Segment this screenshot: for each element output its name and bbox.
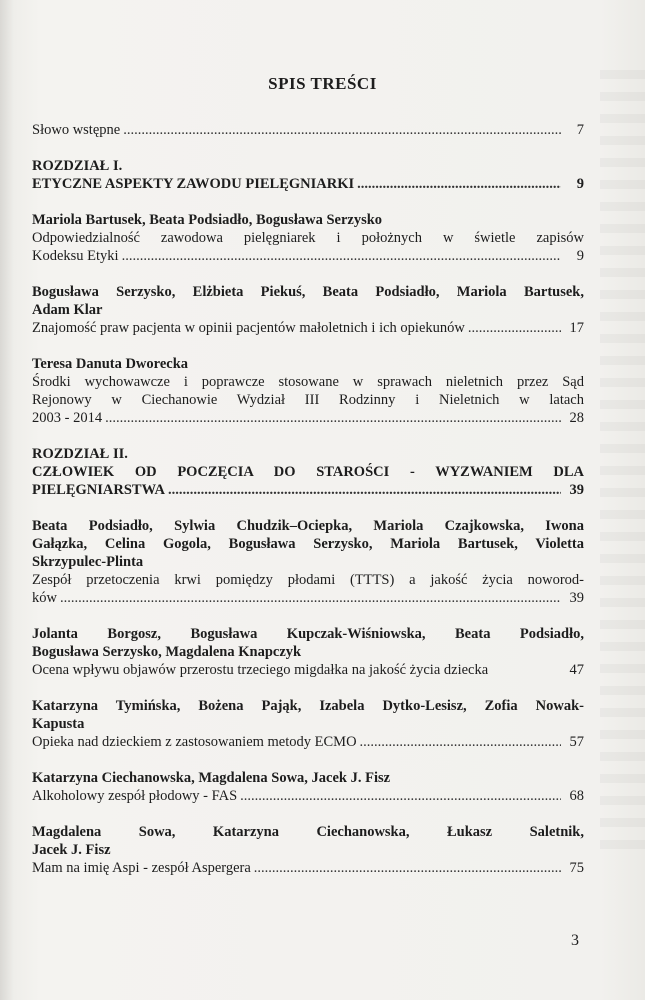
toc-line bbox=[32, 589, 584, 607]
entry-title: Opieka nad dzieckiem z zastosowaniem metody ECMO bbox=[32, 734, 357, 750]
table-of-contents bbox=[32, 121, 584, 895]
entry-title-line: Rejonowy w Ciechanowie Wydział III Rodzinny i Nieletnich w latach bbox=[32, 392, 584, 408]
dot-leader bbox=[468, 319, 561, 337]
toc-line bbox=[32, 175, 584, 193]
entry-page-number: 7 bbox=[576, 122, 584, 138]
entry-authors: Mariola Bartusek, Beata Podsiadło, Bogusława Serzysko bbox=[32, 212, 383, 228]
toc-entry bbox=[32, 697, 584, 751]
entry-title: Mam na imię Aspi - zespół Aspergera bbox=[32, 860, 251, 876]
entry-page-number: 68 bbox=[569, 788, 584, 804]
entry-authors: Katarzyna Ciechanowska, Magdalena Sowa, Jacek J. Fisz bbox=[32, 770, 391, 786]
toc-line bbox=[32, 481, 584, 499]
entry-authors: Jolanta Borgosz, Bogusława Kupczak-Wiśniowska, Beata Podsiadło, bbox=[32, 626, 584, 642]
entry-title: Ocena wpływu objawów przerostu trzeciego migdałka na jakość życia dziecka bbox=[32, 662, 489, 678]
entry-title: ków bbox=[32, 590, 57, 606]
toc-line bbox=[32, 121, 584, 139]
entry-page-number: 39 bbox=[569, 482, 584, 498]
dot-leader bbox=[357, 175, 561, 193]
chapter-heading: ROZDZIAŁ I. bbox=[32, 158, 123, 174]
show-through bbox=[600, 70, 645, 850]
entry-authors: Kapusta bbox=[32, 716, 85, 732]
entry-authors: Katarzyna Tymińska, Bożena Pająk, Izabela Dytko-Lesisz, Zofia Nowak- bbox=[32, 698, 584, 714]
entry-page-number: 17 bbox=[569, 320, 584, 336]
entry-authors: Bogusława Serzysko, Magdalena Knapczyk bbox=[32, 644, 302, 660]
entry-page-number: 28 bbox=[569, 410, 584, 426]
toc-line bbox=[32, 247, 584, 265]
entry-page-number: 9 bbox=[576, 176, 584, 192]
dot-leader bbox=[123, 121, 561, 139]
toc-entry bbox=[32, 769, 584, 805]
toc-line bbox=[32, 787, 584, 805]
dot-leader bbox=[105, 409, 561, 427]
entry-page-number: 75 bbox=[569, 860, 584, 876]
entry-page-number: 47 bbox=[569, 662, 584, 678]
entry-title: 2003 - 2014 bbox=[32, 410, 103, 426]
entry-title: Alkoholowy zespół płodowy - FAS bbox=[32, 788, 238, 804]
toc-entry bbox=[32, 517, 584, 607]
entry-title: PIELĘGNIARSTWA bbox=[32, 482, 165, 498]
toc-entry bbox=[32, 157, 584, 193]
entry-authors: Gałązka, Celina Gogola, Bogusława Serzysko, Mariola Bartusek, Violetta bbox=[32, 536, 584, 552]
entry-title: Kodeksu Etyki bbox=[32, 248, 119, 264]
entry-title: Znajomość praw pacjenta w opinii pacjentów małoletnich i ich opiekunów bbox=[32, 320, 465, 336]
dot-leader bbox=[122, 247, 561, 265]
toc-line bbox=[32, 409, 584, 427]
page-title: SPIS TREŚCI bbox=[268, 74, 377, 93]
dot-leader bbox=[168, 481, 561, 499]
chapter-title-line: CZŁOWIEK OD POCZĘCIA DO STAROŚCI - WYZWANIEM DLA bbox=[32, 464, 584, 480]
entry-page-number: 9 bbox=[576, 248, 584, 264]
dot-leader bbox=[60, 589, 561, 607]
entry-title-line: Środki wychowawcze i poprawcze stosowane w sprawach nieletnich przez Sąd bbox=[32, 374, 584, 390]
toc-entry bbox=[32, 283, 584, 337]
toc-entry bbox=[32, 211, 584, 265]
toc-entry bbox=[32, 121, 584, 139]
entry-title-line: Odpowiedzialność zawodowa pielęgniarek i położnych w świetle zapisów bbox=[32, 230, 584, 246]
toc-line bbox=[32, 661, 584, 679]
entry-authors: Magdalena Sowa, Katarzyna Ciechanowska, Łukasz Saletnik, bbox=[32, 824, 584, 840]
toc-line bbox=[32, 733, 584, 751]
entry-authors: Skrzypulec-Plinta bbox=[32, 554, 144, 570]
toc-entry bbox=[32, 355, 584, 427]
entry-page-number: 39 bbox=[569, 590, 584, 606]
toc-line bbox=[32, 859, 584, 877]
toc-entry bbox=[32, 445, 584, 499]
entry-authors: Jacek J. Fisz bbox=[32, 842, 111, 858]
entry-page-number: 57 bbox=[569, 734, 584, 750]
chapter-heading: ROZDZIAŁ II. bbox=[32, 446, 128, 462]
page-number: 3 bbox=[571, 932, 579, 949]
entry-authors: Adam Klar bbox=[32, 302, 103, 318]
toc-entry bbox=[32, 625, 584, 679]
entry-title: Słowo wstępne bbox=[32, 122, 121, 138]
toc-line bbox=[32, 319, 584, 337]
toc-entry bbox=[32, 823, 584, 877]
dot-leader bbox=[254, 859, 561, 877]
dot-leader bbox=[360, 733, 561, 751]
entry-authors: Beata Podsiadło, Sylwia Chudzik–Ociepka, Mariola Czajkowska, Iwona bbox=[32, 518, 584, 534]
entry-authors: Teresa Danuta Dworecka bbox=[32, 356, 189, 372]
entry-title: ETYCZNE ASPEKTY ZAWODU PIELĘGNIARKI bbox=[32, 176, 355, 192]
dot-leader bbox=[240, 787, 561, 805]
entry-title-line: Zespół przetoczenia krwi pomiędzy płodami (TTTS) a jakość życia noworod- bbox=[32, 572, 584, 588]
entry-authors: Bogusława Serzysko, Elżbieta Piekuś, Beata Podsiadło, Mariola Bartusek, bbox=[32, 284, 584, 300]
